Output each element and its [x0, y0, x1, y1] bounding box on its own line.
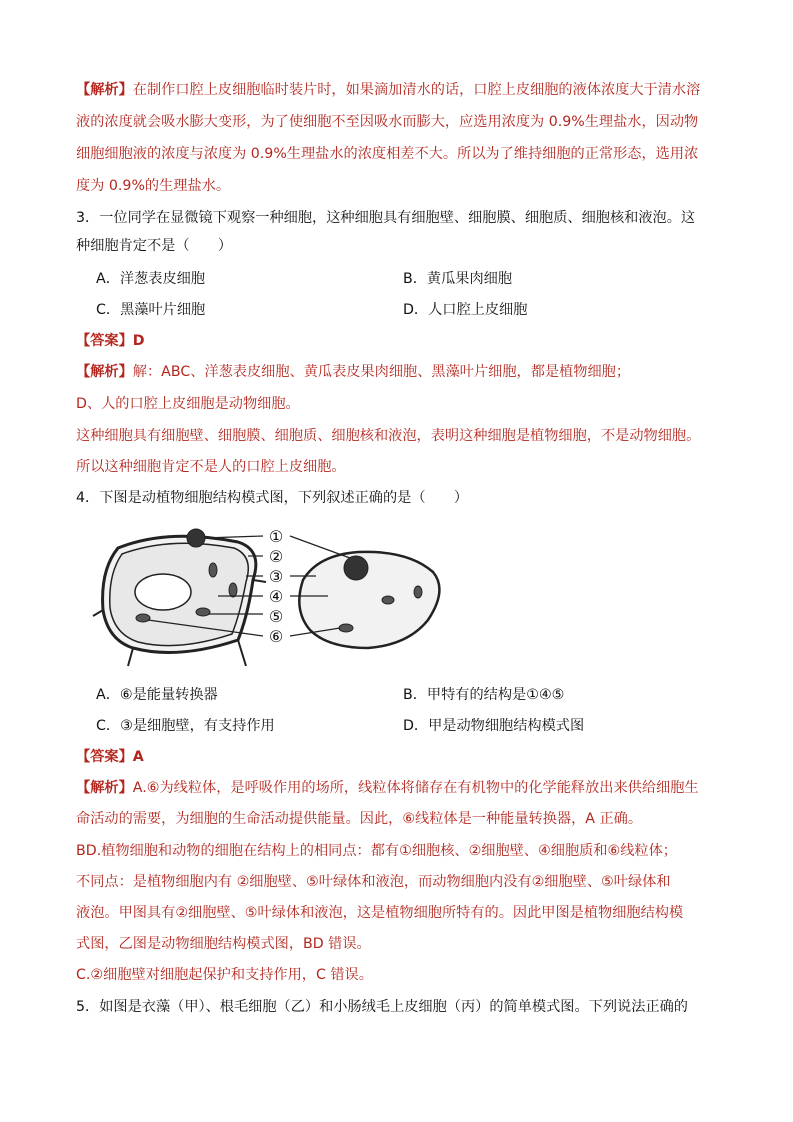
q4-analysis-line-1: 【解析】A.⑥为线粒体，是呼吸作用的场所，线粒体将储存在有机物中的化学能释放出来供给细胞生: [76, 780, 699, 796]
q3-option-b: B．黄瓜果肉细胞: [403, 271, 513, 287]
q3-option-a: A．洋葱表皮细胞: [96, 271, 206, 287]
q4-analysis-line-3: BD.植物细胞和动物的细胞在结构上的相同点：都有①细胞核、②细胞壁、④细胞质和⑥线粒体；: [76, 843, 677, 859]
q3-stem-line-1: 3．一位同学在显微镜下观察一种细胞，这种细胞具有细胞壁、细胞膜、细胞质、细胞核和液泡。这: [76, 210, 696, 226]
q3-option-c: C．黑藻叶片细胞: [96, 302, 206, 318]
q2-analysis-line-4: 度为 0.9%的生理盐水。: [76, 178, 231, 194]
label-3: ③: [268, 567, 284, 586]
q4-option-c: C．③是细胞壁，有支持作用: [96, 718, 275, 734]
q2-analysis-line-3: 细胞细胞液的浓度与浓度为 0.9%生理盐水的浓度相差不大。所以为了维持细胞的正常形态，选用浓: [76, 146, 699, 162]
analysis-tag: 【解析】: [76, 364, 133, 380]
q2-analysis-line-1: 【解析】在制作口腔上皮细胞临时装片时，如果滴加清水的话，口腔上皮细胞的液体浓度大于清水溶: [76, 82, 701, 98]
q4-analysis-line-5: 液泡。甲图具有②细胞壁、⑤叶绿体和液泡，这是植物细胞所特有的。因此甲图是植物细胞结构模: [76, 905, 684, 921]
q4-answer: 【答案】A: [76, 749, 144, 765]
q2-analysis-line-2: 液的浓度就会吸水膨大变形，为了使细胞不至因吸水而膨大，应选用浓度为 0.9%生理盐水，因动物: [76, 114, 699, 130]
q4-analysis-line-4: 不同点：是植物细胞内有 ②细胞壁、⑤叶绿体和液泡，而动物细胞内没有②细胞壁、⑤叶绿体和: [76, 874, 671, 890]
plant-cell-diagram: [93, 529, 266, 666]
q3-stem-line-2: 种细胞肯定不是（ ）: [76, 238, 233, 254]
cell-structure-figure: [88, 520, 458, 668]
q3-analysis-line-4: 所以这种细胞肯定不是人的口腔上皮细胞。: [76, 459, 346, 475]
label-4: ④: [268, 587, 284, 606]
q5-stem: 5．如图是衣藻（甲）、根毛细胞（乙）和小肠绒毛上皮细胞（丙）的简单模式图。下列说法正确的: [76, 999, 688, 1015]
q4-analysis-line-2: 命活动的需要，为细胞的生命活动提供能量。因此，⑥线粒体是一种能量转换器，A 正确。: [76, 811, 643, 827]
q3-answer: 【答案】D: [76, 333, 145, 349]
label-6: ⑥: [268, 627, 284, 646]
q3-analysis-line-2: D、人的口腔上皮细胞是动物细胞。: [76, 396, 300, 412]
analysis-tag: 【解析】: [76, 82, 133, 98]
label-5: ⑤: [268, 607, 284, 626]
q4-analysis-line-7: C.②细胞壁对细胞起保护和支持作用，C 错误。: [76, 967, 373, 983]
analysis-tag: 【解析】: [76, 780, 133, 796]
label-2: ②: [268, 547, 284, 566]
animal-cell-diagram: [299, 552, 439, 648]
label-1: ①: [268, 527, 284, 546]
q4-analysis-line-6: 式图，乙图是动物细胞结构模式图，BD 错误。: [76, 936, 371, 952]
q4-option-a: A．⑥是能量转换器: [96, 687, 218, 703]
q4-option-b: B．甲特有的结构是①④⑤: [403, 687, 565, 703]
q4-stem: 4．下图是动植物细胞结构模式图，下列叙述正确的是（ ）: [76, 490, 469, 506]
q4-option-d: D．甲是动物细胞结构模式图: [403, 718, 585, 734]
q3-analysis-line-3: 这种细胞具有细胞壁、细胞膜、细胞质、细胞核和液泡，表明这种细胞是植物细胞，不是动物细胞。: [76, 428, 701, 444]
q3-option-d: D．人口腔上皮细胞: [403, 302, 528, 318]
q3-analysis-line-1: 【解析】解：ABC、洋葱表皮细胞、黄瓜表皮果肉细胞、黑藻叶片细胞，都是植物细胞；: [76, 364, 631, 380]
